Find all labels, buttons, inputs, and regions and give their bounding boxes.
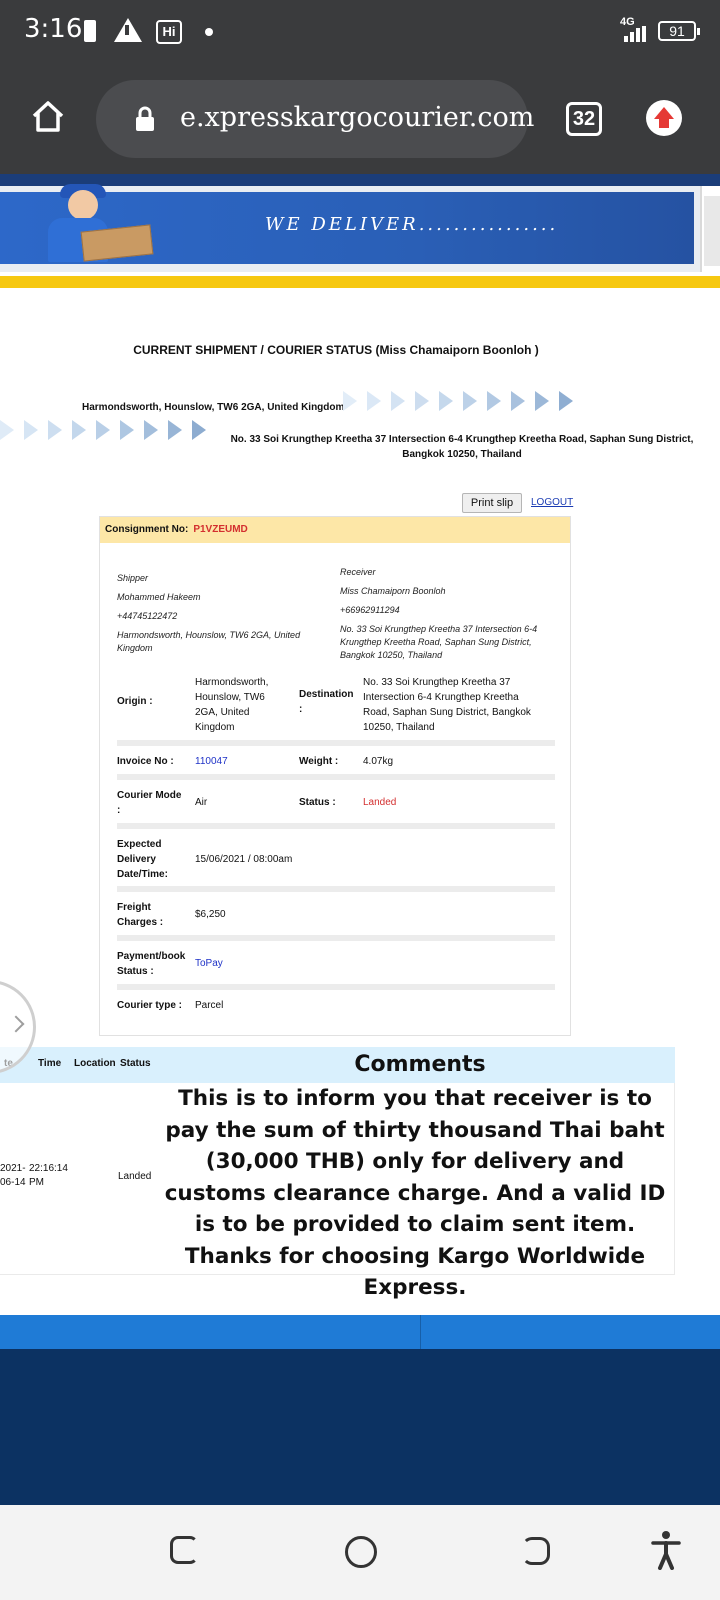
site-banner [0,186,702,272]
mode-status-row [117,788,555,820]
delivery-row [117,837,555,883]
consignment-number: P1VZEUMD [193,524,248,535]
weight-label: Weight : [299,756,339,767]
invoice-value: 110047 [195,756,228,767]
freight-value: $6,250 [195,909,226,920]
history-status: Landed [118,1171,152,1182]
warning-mark [125,25,129,35]
consignment-bar [100,517,570,543]
hi-badge-icon: Hi [156,20,182,44]
home-circle-icon[interactable] [345,1536,377,1568]
receiver-block [340,566,555,668]
freight-row [117,900,555,932]
gold-divider [0,276,720,288]
payment-row [117,949,555,981]
origin-value: Harmondsworth, Hounslow, TW6 2GA, United Kingdom [195,677,269,733]
row-separator [117,740,555,746]
destination-label: Destination : [299,689,354,715]
notification-dot-icon [205,28,213,36]
footer-bar [0,1315,720,1349]
parcel-box [81,224,154,261]
courier-type-value: Parcel [195,1000,224,1011]
origin-label: Origin : [117,696,153,707]
back-icon[interactable] [522,1537,550,1565]
shipper-heading: Shipper [117,573,149,583]
receiver-phone: +66962911294 [340,605,400,615]
banner-top-strip [0,174,720,186]
invoice-label: Invoice No : [117,756,174,767]
row-separator [117,774,555,780]
col-comments-header: Comments [354,1052,486,1077]
history-date: 2021-06-14 [0,1163,26,1188]
row-separator [117,984,555,990]
courier-type-row [117,998,555,1014]
history-comment: This is to inform you that receiver is to pay the sum of thirty thousand Thai baht (30,000 THB) only for delivery and customs clearance charge. And a valid ID is to be provided to claim sent item. Thanks for choosing Kargo Worldwide Express. [164,1086,666,1300]
route-arrow-top [343,391,583,411]
route-arrow-bottom [0,420,215,440]
expected-delivery-label: Expected Delivery Date/Time: [117,839,168,880]
lock-icon [134,106,156,132]
shipper-block [117,572,317,661]
route-origin: Harmondsworth, Hounslow, TW6 2GA, United Kingdom [82,402,345,413]
upload-icon[interactable] [646,100,682,136]
payment-label: Payment/book Status : [117,951,186,977]
battery-icon: 91 [658,21,696,41]
shipper-address: Harmondsworth, Hounslow, TW6 2GA, United Kingdom [117,630,301,653]
invoice-weight-row [117,754,555,770]
shipper-phone: +44745122472 [117,611,178,621]
col-time-header: Time [38,1058,62,1069]
banner-side-panel [704,196,720,266]
col-status-header: Status [120,1058,151,1069]
receiver-address: No. 33 Soi Krungthep Kreetha 37 Intersection 6-4 Krungthep Kreetha Road, Saphan Sung District, Bangkok 10250, Thailand [340,624,538,660]
banner-image [0,192,694,264]
origin-destination-row [117,675,555,735]
url-text[interactable]: e.xpresskargocourier.com [180,102,535,133]
footer-divider [420,1315,421,1349]
tab-switcher-button[interactable]: 32 [566,102,602,136]
logout-link[interactable]: LOGOUT [531,497,574,508]
courier-type-label: Courier type : [117,1000,183,1011]
courier-head [68,190,98,220]
expected-delivery-value: 15/06/2021 / 08:00am [195,854,293,865]
accessibility-icon[interactable] [650,1530,682,1570]
row-separator [117,935,555,941]
col-location-header: Location [74,1058,116,1069]
site-footer [0,1349,720,1505]
history-time: 22:16:14 PM [29,1163,68,1188]
courier-mode-value: Air [195,797,208,808]
status-bar [0,0,720,62]
row-separator [117,823,555,829]
payment-value: ToPay [195,958,223,969]
browser-toolbar [0,62,720,174]
route-destination: No. 33 Soi Krungthep Kreetha 37 Intersection 6-4 Krungthep Kreetha Road, Saphan Sung District, Bangkok 10250, Thailand [230,434,694,460]
page-title: CURRENT SHIPMENT / COURIER STATUS (Miss Chamaiporn Boonloh ) [133,343,539,357]
home-icon[interactable] [30,98,66,134]
freight-label: Freight Charges : [117,902,164,928]
shipment-card [99,516,571,1036]
courier-mode-label: Courier Mode : [117,790,182,816]
destination-value: No. 33 Soi Krungthep Kreetha 37 Intersection 6-4 Krungthep Kreetha Road, Saphan Sung District, Bangkok 10250, Thailand [363,677,531,733]
status-value: Landed [363,797,397,808]
print-slip-button[interactable]: Print slip [462,493,522,513]
row-separator [117,886,555,892]
banner-tagline: WE DELIVER................ [265,214,559,235]
recent-apps-icon[interactable] [170,1536,198,1564]
consignment-label: Consignment No: [105,524,189,535]
status-label: Status : [299,797,336,808]
clock: 3:16 [24,14,83,44]
shipper-name: Mohammed Hakeem [117,592,201,602]
weight-value: 4.07kg [363,756,394,767]
battery-saver-icon [84,20,96,42]
receiver-heading: Receiver [340,567,376,577]
receiver-name: Miss Chamaiporn Boonloh [340,586,446,596]
network-type: 4G [620,16,635,28]
